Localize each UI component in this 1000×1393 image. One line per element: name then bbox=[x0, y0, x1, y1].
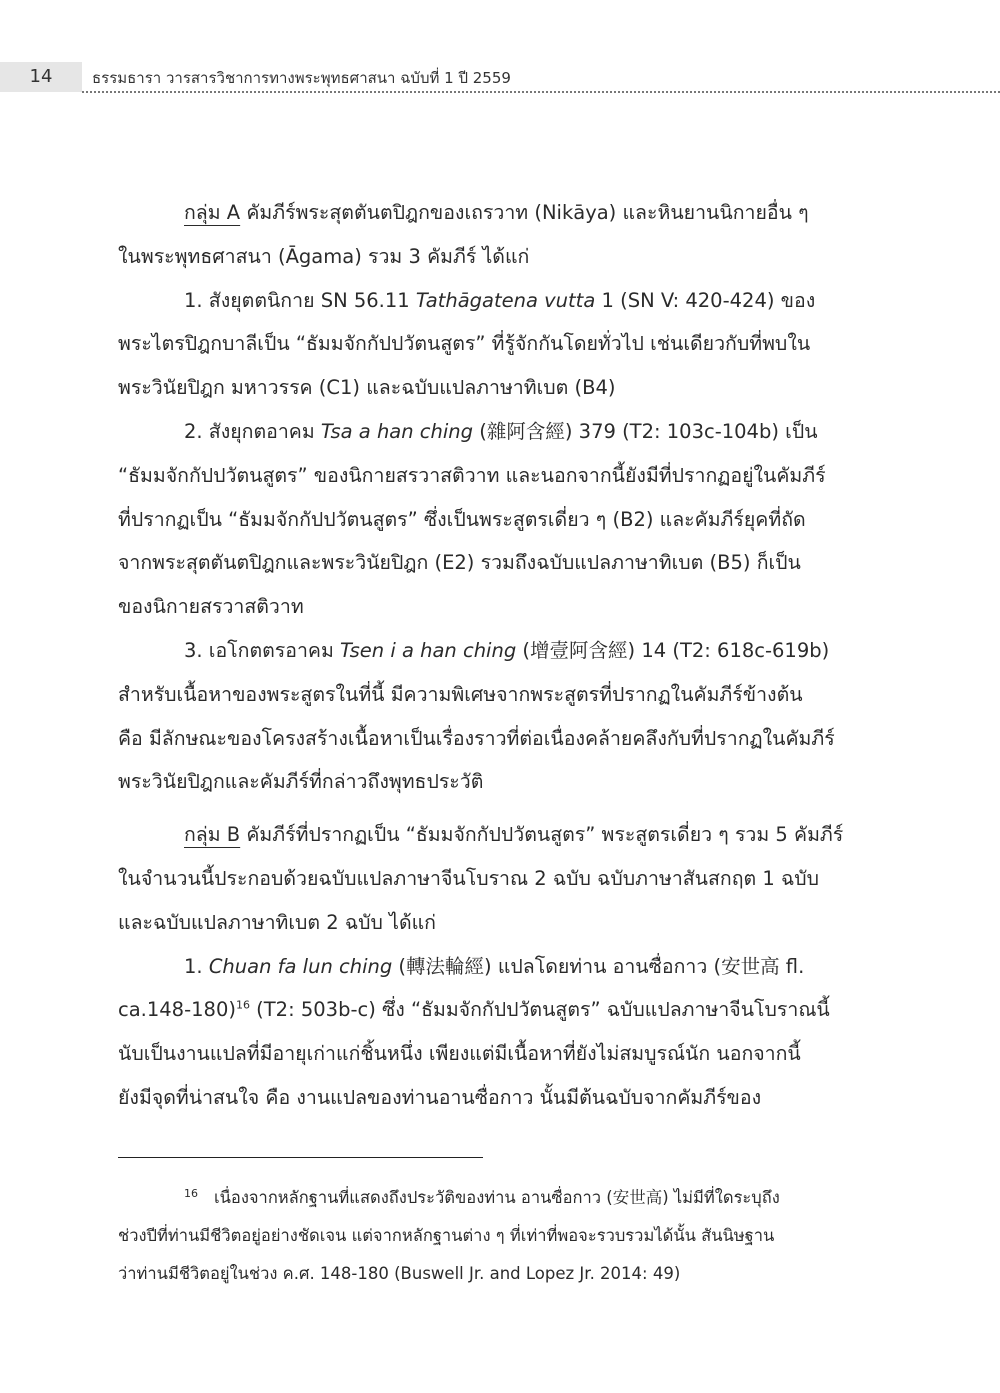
footnote-reference[interactable]: 16 bbox=[235, 998, 250, 1012]
footnote bbox=[118, 1179, 884, 1293]
sutta-title: Chuan fa lun ching bbox=[208, 954, 393, 978]
footnote-number: 16 bbox=[184, 1186, 198, 1200]
group-a-item1: 1. สังยุตตนิกาย SN 56.11 Tathāgatena vutta 1 (SN V: 420-424) ของ bbox=[184, 288, 816, 312]
header-dotted-rule bbox=[82, 91, 1000, 93]
text-line: ที่ปรากฏเป็น “ธัมมจักกัปปวัตนสูตร” ซึ่งเป็นพระสูตรเดี่ยว ๆ (B2) และคัมภีร์ยุคที่ถัด bbox=[118, 507, 806, 531]
text-line: สำหรับเนื้อหาของพระสูตรในที่นี้ มีความพิเศษจากพระสูตรที่ปรากฏในคัมภีร์ข้างต้น bbox=[118, 682, 803, 706]
text-line: ในจำนวนนี้ประกอบด้วยฉบับแปลภาษาจีนโบราณ 2 ฉบับ ฉบับภาษาสันสกฤต 1 ฉบับ bbox=[118, 866, 820, 890]
group-b-item1: 1. Chuan fa lun ching (轉法輪經) แปลโดยท่าน อานซื่อกาว (安世高 fl. bbox=[184, 954, 805, 978]
group-b-label: กลุ่ม B bbox=[184, 823, 241, 847]
text-line: และฉบับแปลภาษาทิเบต 2 ฉบับ ได้แก่ bbox=[118, 910, 436, 934]
text-line: ของนิกายสรวาสติวาท bbox=[118, 595, 304, 619]
text-line: คือ มีลักษณะของโครงสร้างเนื้อหาเป็นเรื่องราวที่ต่อเนื่องคล้ายคลึงกับที่ปรากฏในคัมภีร์ bbox=[118, 726, 835, 750]
group-a-intro-line2: ในพระพุทธศาสนา (Āgama) รวม 3 คัมภีร์ ได้แก่ bbox=[118, 244, 530, 268]
footnote-line2: ช่วงปีที่ท่านมีชีวิตอยู่อย่างชัดเจน แต่จากหลักฐานต่าง ๆ ที่เท่าที่พอจะรวบรวมได้นั้น สันนิษฐาน bbox=[118, 1226, 775, 1245]
text-line: นับเป็นงานแปลที่มีอายุเก่าแก่ชิ้นหนึ่ง เพียงแต่มีเนื้อหาที่ยังไม่สมบูรณ์นัก นอกจากนี้ bbox=[118, 1042, 801, 1066]
text-line: “ธัมมจักกัปปวัตนสูตร” ของนิกายสรวาสติวาท และนอกจากนี้ยังมีที่ปรากฏอยู่ในคัมภีร์ bbox=[118, 463, 826, 487]
text-line: ca.148-180)$^{16}$ (T2: 503b-c) ซึ่ง “ธัมมจักกัปปวัตนสูตร” ฉบับแปลภาษาจีนโบราณนี้ bbox=[118, 998, 830, 1022]
footnote-separator bbox=[118, 1157, 483, 1158]
page-number: 14 bbox=[29, 66, 53, 87]
group-a-item2: 2. สังยุกตอาคม Tsa a han ching (雜阿含經) 379 (T2: 103c-104b) เป็น bbox=[184, 419, 818, 443]
group-a-label: กลุ่ม A bbox=[184, 201, 241, 224]
text-line: พระวินัยปิฎก มหาวรรค (C1) และฉบับแปลภาษาทิเบต (B4) bbox=[118, 376, 616, 400]
text-line: ยังมีจุดที่น่าสนใจ คือ งานแปลของท่านอานซื่อกาว นั้นมีต้นฉบับจากคัมภีร์ของ bbox=[118, 1085, 762, 1109]
group-b-intro: กลุ่ม B คัมภีร์ที่ปรากฏเป็น “ธัมมจักกัปปวัตนสูตร” พระสูตรเดี่ยว ๆ รวม 5 คัมภีร์ bbox=[184, 823, 844, 847]
text-line: จากพระสุตตันตปิฎกและพระวินัยปิฎก (E2) รวมถึงฉบับแปลภาษาทิเบต (B5) ก็เป็น bbox=[118, 551, 801, 575]
sutta-title: Tsa a han ching bbox=[320, 419, 474, 443]
footnote-line3: ว่าท่านมีชีวิตอยู่ในช่วง ค.ศ. 148-180 (Buswell Jr. and Lopez Jr. 2014: 49) bbox=[118, 1264, 681, 1283]
footnote-line1: $^{16}$ เนื่องจากหลักฐานที่แสดงถึงประวัติของท่าน อานซื่อกาว (安世高) ไม่มีที่ใดระบุถึง bbox=[184, 1186, 780, 1207]
body-text bbox=[118, 191, 884, 1120]
sutta-title: Tathāgatena vutta bbox=[415, 288, 596, 312]
group-a-intro: กลุ่ม A คัมภีร์พระสุตตันตปิฎกของเถรวาท (Nikāya) และหินยานนิกายอื่น ๆ bbox=[184, 201, 809, 224]
sutta-title: Tsen i a han ching bbox=[340, 638, 517, 662]
text-line: พระวินัยปิฎกและคัมภีร์ที่กล่าวถึงพุทธประวัติ bbox=[118, 770, 484, 794]
group-a-item3: 3. เอโกตตรอาคม Tsen i a han ching (增壹阿含經) 14 (T2: 618c-619b) bbox=[184, 638, 830, 662]
running-header-title: ธรรมธารา วารสารวิชาการทางพระพุทธศาสนา ฉบับที่ 1 ปี 2559 bbox=[92, 69, 511, 87]
text-line: พระไตรปิฎกบาลีเป็น “ธัมมจักกัปปวัตนสูตร” ที่รู้จักกันโดยทั่วไป เช่นเดียวกับที่พบใน bbox=[118, 332, 811, 356]
